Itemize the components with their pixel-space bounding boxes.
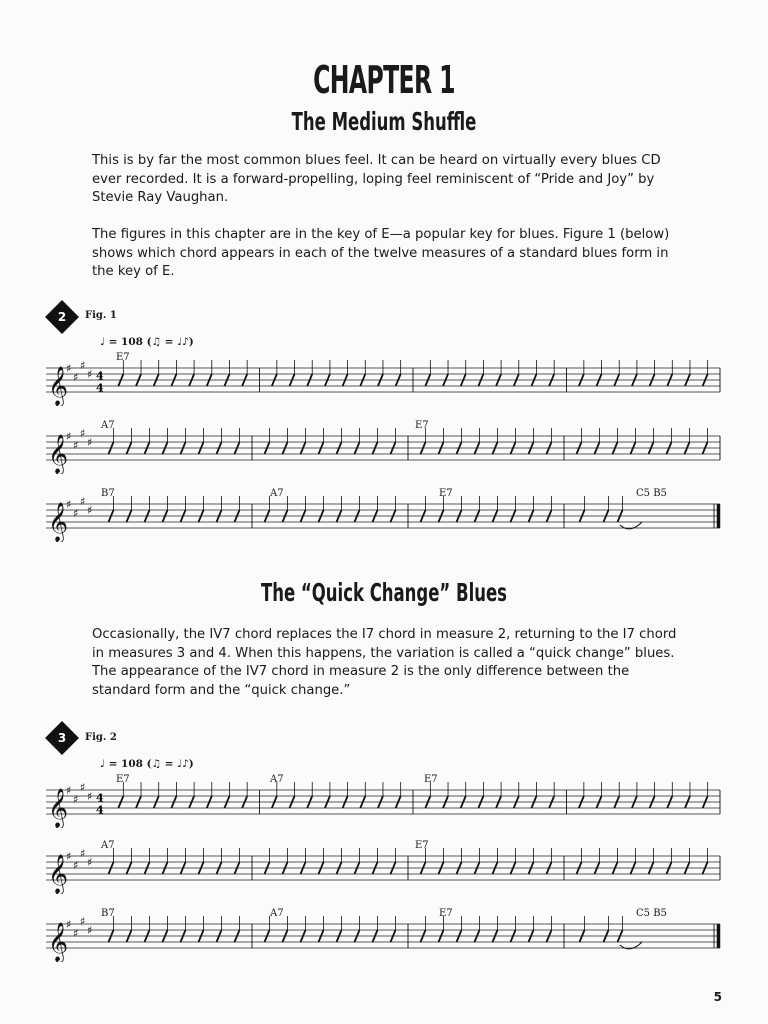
sharp-icon: ♯	[87, 436, 93, 449]
sharp-icon: ♯	[87, 924, 93, 937]
page-number: 5	[713, 990, 722, 1004]
music-staff	[44, 848, 728, 894]
section-title-quick-change: The “Quick Change” Blues	[260, 578, 508, 607]
sharp-icon: ♯	[66, 918, 72, 931]
time-signature-bottom: 4	[96, 381, 104, 395]
chord-symbol: B7	[101, 908, 115, 919]
tempo-marking: ♩ = 108 (♫ = ♩♪)	[100, 336, 194, 348]
time-signature-bottom: 4	[96, 803, 104, 817]
chord-symbol: C5 B5	[636, 488, 667, 499]
paragraph-key: The figures in this chapter are in the key of E—a popular key for blues. Figure 1 (below) shows which chord appears in each of the twelve measures of a standard blues form in the key of E.	[92, 227, 670, 279]
sharp-icon: ♯	[66, 498, 72, 511]
sharp-icon: ♯	[87, 856, 93, 869]
fig-label: Fig. 2	[85, 732, 117, 743]
time-signature-top: 4	[96, 369, 104, 383]
sharp-icon: ♯	[73, 507, 79, 520]
sharp-icon: ♯	[87, 504, 93, 517]
sharp-icon: ♯	[73, 371, 79, 384]
sharp-icon: ♯	[73, 439, 79, 452]
music-staff	[44, 496, 728, 542]
treble-clef-icon: 𝄞	[48, 366, 69, 406]
sharp-icon: ♯	[80, 782, 86, 794]
chord-symbol: A7	[270, 774, 284, 785]
chord-symbol: B7	[101, 488, 115, 499]
sharp-icon: ♯	[80, 916, 86, 928]
music-staff	[44, 428, 728, 474]
track-number: 2	[57, 310, 67, 324]
fig-label: Fig. 1	[85, 310, 117, 321]
time-signature-top: 4	[96, 791, 104, 805]
chord-symbol: A7	[270, 488, 284, 499]
treble-clef-icon: 𝄞	[48, 434, 69, 474]
track-number: 3	[57, 731, 67, 745]
treble-clef-icon: 𝄞	[48, 854, 69, 894]
paragraph-intro: This is by far the most common blues feel. It can be heard on virtually every blues CD ever recorded. It is a forward-propelling, loping feel reminiscent of “Pride and Joy” by Stevie Ray Vaughan.	[92, 153, 661, 205]
music-staff	[44, 782, 728, 828]
section-title-medium-shuffle: The Medium Shuffle	[291, 107, 477, 136]
chapter-title: CHAPTER 1	[313, 58, 455, 102]
treble-clef-icon: 𝄞	[48, 922, 69, 962]
sharp-icon: ♯	[80, 360, 86, 372]
chord-symbol: E7	[116, 352, 130, 363]
sharp-icon: ♯	[66, 430, 72, 443]
chord-symbol: E7	[424, 774, 438, 785]
sharp-icon: ♯	[80, 496, 86, 508]
treble-clef-icon: 𝄞	[48, 502, 69, 542]
music-staff	[44, 360, 728, 406]
sharp-icon: ♯	[73, 859, 79, 872]
sharp-icon: ♯	[80, 428, 86, 440]
chord-symbol: A7	[270, 908, 284, 919]
tempo-marking: ♩ = 108 (♫ = ♩♪)	[100, 758, 194, 770]
chord-symbol: C5 B5	[636, 908, 667, 919]
track-badge	[45, 721, 79, 755]
paragraph-quick-change: Occasionally, the IV7 chord replaces the I7 chord in measure 2, returning to the I7 chord in measures 3 and 4. When this happens, the variation is called a “quick change” blues. The appearance of the IV7 chord in measure 2 is the only difference between the standard form and the “quick change.”	[92, 627, 677, 698]
sharp-icon: ♯	[87, 368, 93, 381]
chord-symbol: A7	[101, 840, 115, 851]
sharp-icon: ♯	[66, 362, 72, 375]
sharp-icon: ♯	[87, 790, 93, 803]
sharp-icon: ♯	[66, 850, 72, 863]
chord-symbol: E7	[116, 774, 130, 785]
treble-clef-icon: 𝄞	[48, 788, 69, 828]
chord-symbol: E7	[439, 908, 453, 919]
chord-symbol: E7	[439, 488, 453, 499]
sharp-icon: ♯	[73, 927, 79, 940]
sharp-icon: ♯	[80, 848, 86, 860]
track-badge	[45, 300, 79, 334]
music-staff	[44, 916, 728, 962]
chord-symbol: A7	[101, 420, 115, 431]
chord-symbol: E7	[415, 840, 429, 851]
sharp-icon: ♯	[66, 784, 72, 797]
sharp-icon: ♯	[73, 793, 79, 806]
chord-symbol: E7	[415, 420, 429, 431]
